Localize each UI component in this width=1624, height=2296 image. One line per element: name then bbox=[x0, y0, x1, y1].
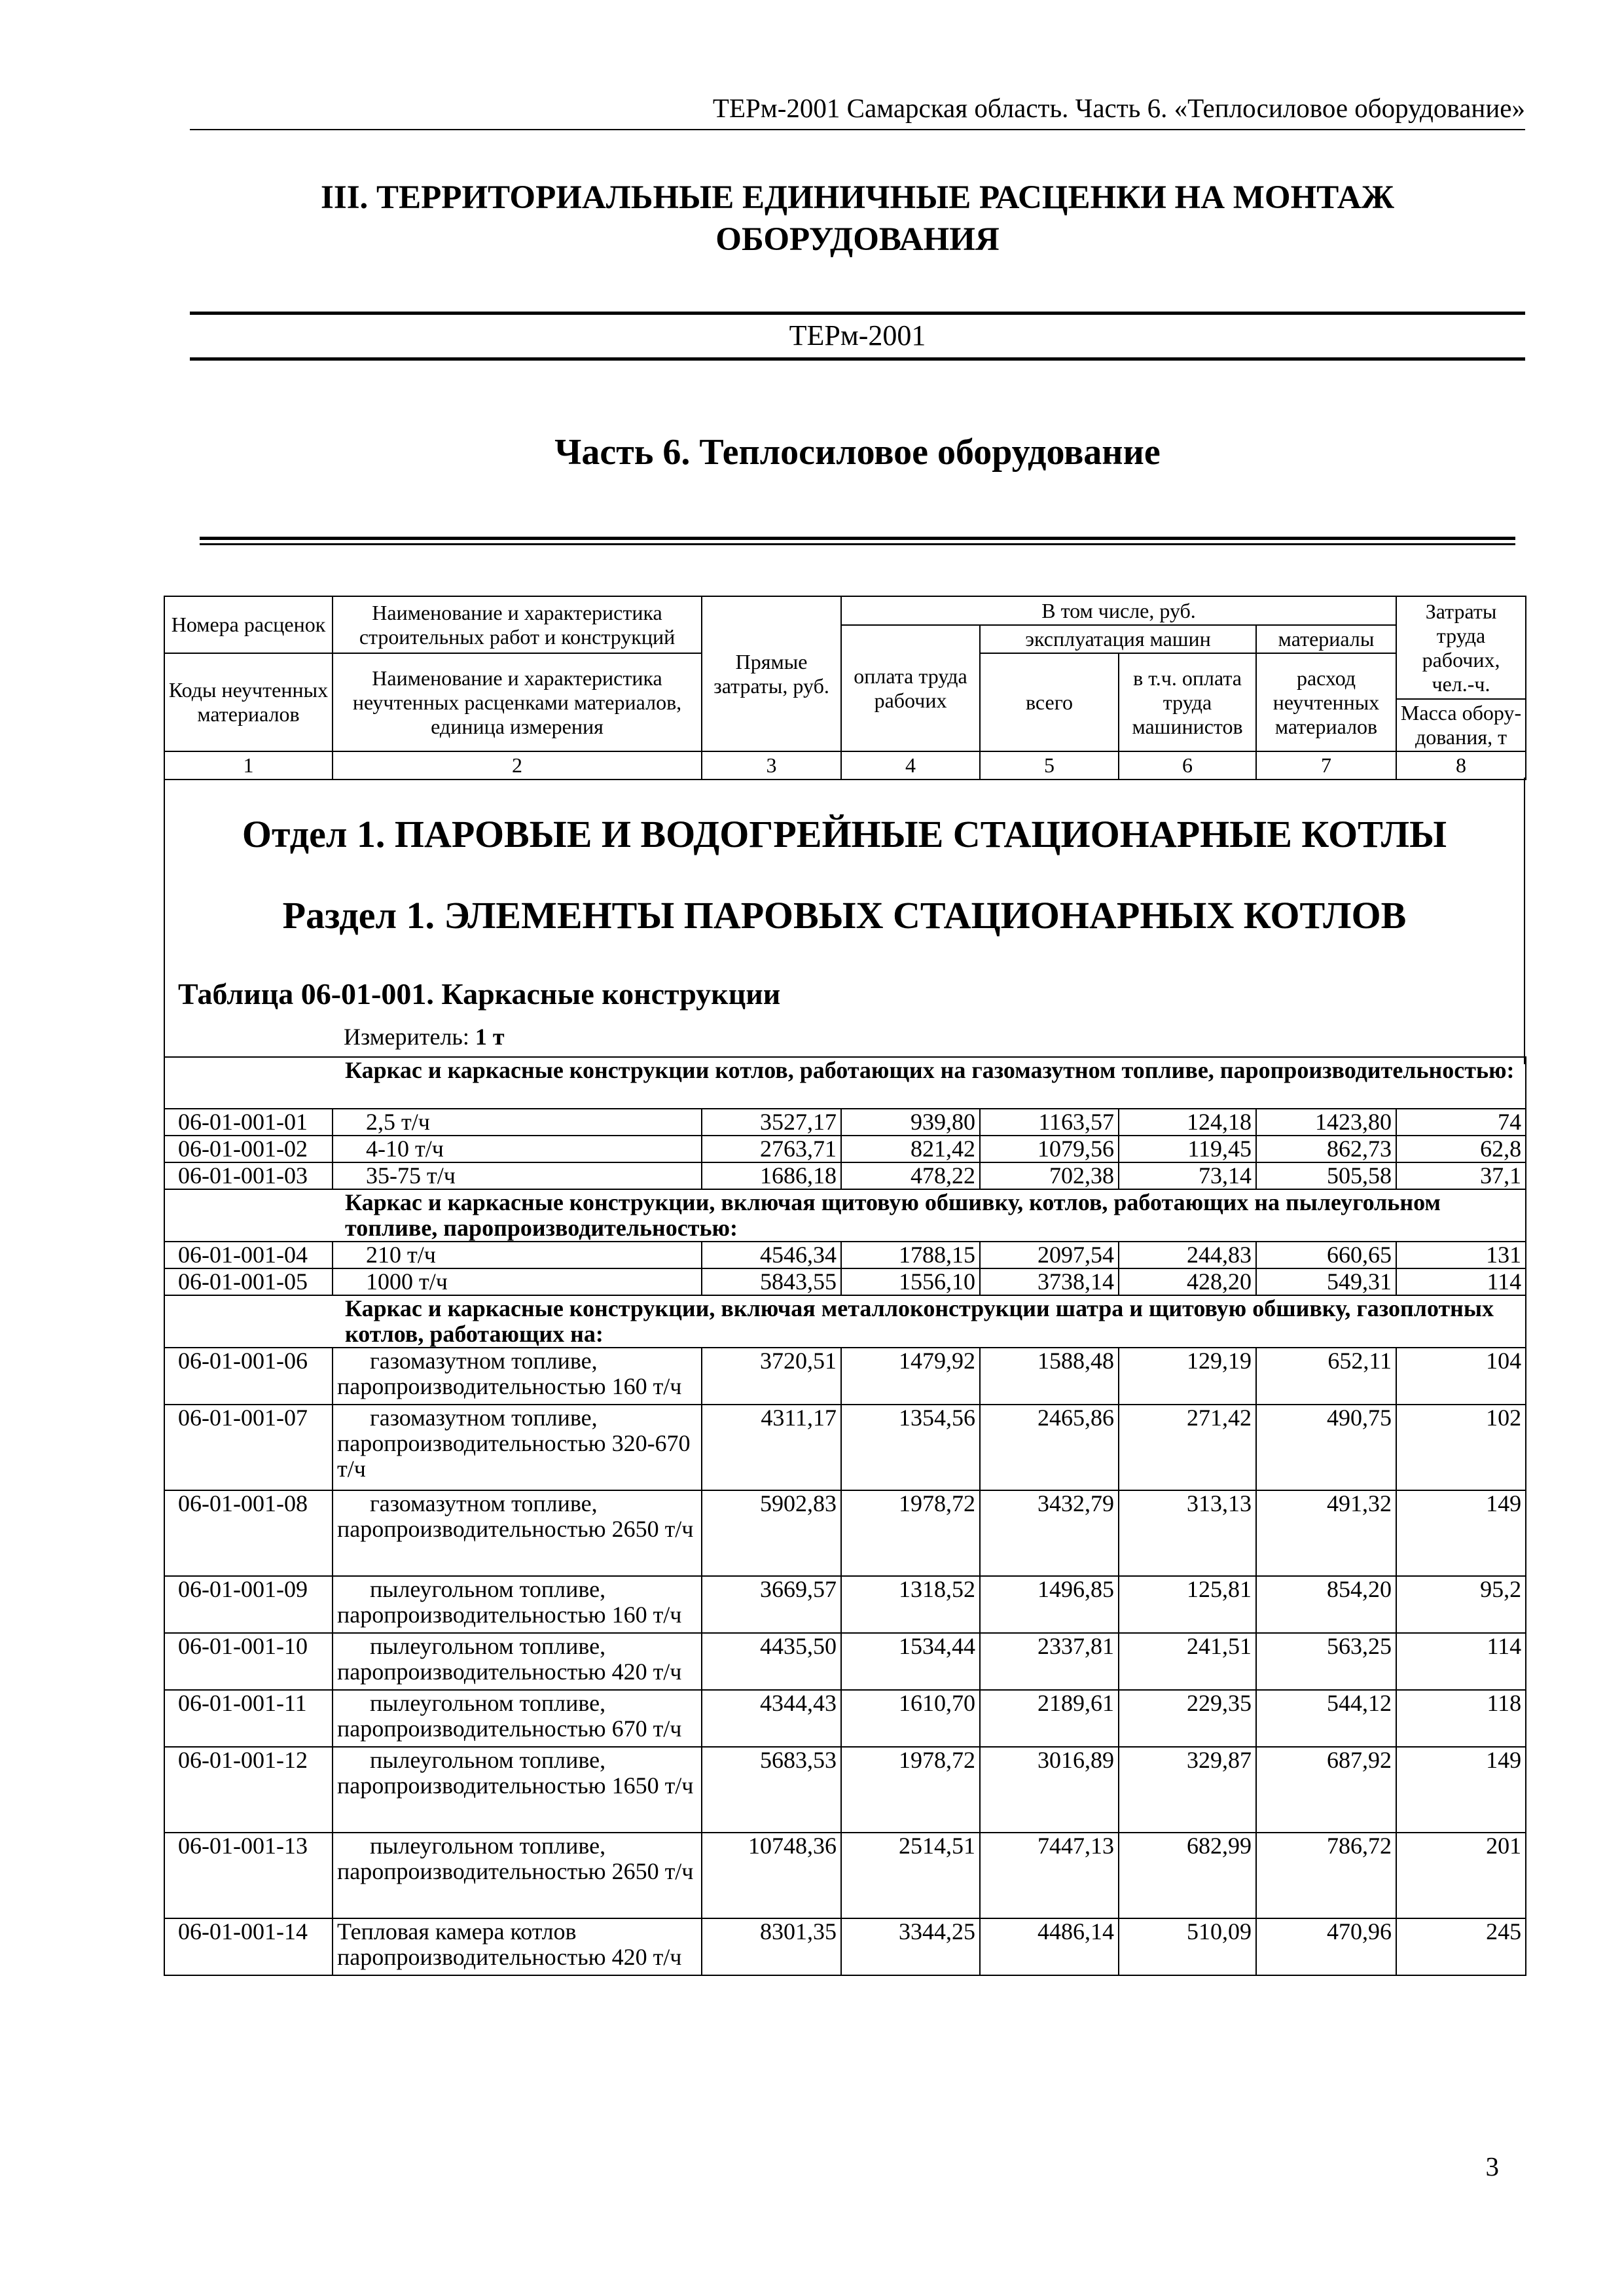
machinists-pay: 244,83 bbox=[1119, 1242, 1256, 1268]
rate-name: пылеугольном топливе, паропроизводительностью 2650 т/ч bbox=[333, 1833, 702, 1918]
main-title-line2: ОБОРУДОВАНИЯ bbox=[715, 221, 1000, 258]
header-table bbox=[164, 596, 1526, 780]
rate-name: 4-10 т/ч bbox=[333, 1136, 702, 1162]
group-title: Каркас и каркасные конструкции, включая щитовую обшивку, котлов, работающих на пылеугольном топливе, паропроизводительностью: bbox=[164, 1189, 1526, 1242]
hdr-materials-unaccounted: расход неучтенных материалов bbox=[1256, 653, 1396, 751]
rate-name: пылеугольном топливе, паропроизводительностью 420 т/ч bbox=[333, 1633, 702, 1690]
direct-cost: 1686,18 bbox=[702, 1162, 841, 1189]
materials-cost: 544,12 bbox=[1256, 1690, 1396, 1747]
labor-hours: 102 bbox=[1396, 1405, 1526, 1490]
table-row bbox=[164, 1690, 1526, 1747]
labor-pay: 1610,70 bbox=[841, 1690, 980, 1747]
direct-cost: 4546,34 bbox=[702, 1242, 841, 1268]
materials-cost: 491,32 bbox=[1256, 1490, 1396, 1576]
rate-name: 2,5 т/ч bbox=[333, 1109, 702, 1136]
labor-pay: 478,22 bbox=[841, 1162, 980, 1189]
rate-code: 06-01-001-08 bbox=[164, 1490, 333, 1576]
labor-hours: 62,8 bbox=[1396, 1136, 1526, 1162]
measure-label: Измеритель: bbox=[344, 1024, 469, 1050]
labor-pay: 1978,72 bbox=[841, 1747, 980, 1833]
materials-cost: 505,58 bbox=[1256, 1162, 1396, 1189]
hdr-col1-top: Номера расценок bbox=[164, 596, 333, 653]
department-title: Отдел 1. ПАРОВЫЕ И ВОДОГРЕЙНЫЕ СТАЦИОНАРНЫЕ КОТЛЫ bbox=[242, 813, 1447, 855]
machines-total: 1079,56 bbox=[980, 1136, 1119, 1162]
machines-total: 2189,61 bbox=[980, 1690, 1119, 1747]
machinists-pay: 119,45 bbox=[1119, 1136, 1256, 1162]
group-title: Каркас и каркасные конструкции котлов, работающих на газомазутном топливе, паропроизводительностью: bbox=[164, 1057, 1526, 1109]
rate-code: 06-01-001-10 bbox=[164, 1633, 333, 1690]
machinists-pay: 241,51 bbox=[1119, 1633, 1256, 1690]
machinists-pay: 510,09 bbox=[1119, 1918, 1256, 1975]
table-row bbox=[164, 1162, 1526, 1189]
hdr-col1-bottom: Коды неучтенных материалов bbox=[164, 653, 333, 751]
labor-hours: 131 bbox=[1396, 1242, 1526, 1268]
materials-cost: 786,72 bbox=[1256, 1833, 1396, 1918]
labor-hours: 149 bbox=[1396, 1490, 1526, 1576]
labor-pay: 1978,72 bbox=[841, 1490, 980, 1576]
table-row bbox=[164, 1242, 1526, 1268]
hdr-col3: Прямые затраты, руб. bbox=[702, 596, 841, 751]
direct-cost: 4311,17 bbox=[702, 1405, 841, 1490]
rate-code: 06-01-001-05 bbox=[164, 1268, 333, 1295]
group-row bbox=[164, 1295, 1526, 1348]
table-row bbox=[164, 1109, 1526, 1136]
main-title-line1: III. ТЕРРИТОРИАЛЬНЫЕ ЕДИНИЧНЫЕ РАСЦЕНКИ НА МОНТАЖ bbox=[321, 179, 1394, 216]
term-rule-top bbox=[190, 312, 1525, 315]
rate-name: 35-75 т/ч bbox=[333, 1162, 702, 1189]
direct-cost: 10748,36 bbox=[702, 1833, 841, 1918]
hdr-num-1: 1 bbox=[164, 751, 333, 780]
labor-hours: 37,1 bbox=[1396, 1162, 1526, 1189]
rate-name: газомазутном топливе, паропроизводительностью 320-670 т/ч bbox=[333, 1405, 702, 1490]
table-row bbox=[164, 1405, 1526, 1490]
machines-total: 3738,14 bbox=[980, 1268, 1119, 1295]
machines-total: 1163,57 bbox=[980, 1109, 1119, 1136]
table-row bbox=[164, 1918, 1526, 1975]
rate-code: 06-01-001-04 bbox=[164, 1242, 333, 1268]
labor-hours: 74 bbox=[1396, 1109, 1526, 1136]
machinists-pay: 73,14 bbox=[1119, 1162, 1256, 1189]
labor-hours: 245 bbox=[1396, 1918, 1526, 1975]
labor-hours: 118 bbox=[1396, 1690, 1526, 1747]
machines-total: 7447,13 bbox=[980, 1833, 1119, 1918]
machinists-pay: 682,99 bbox=[1119, 1833, 1256, 1918]
hdr-machines: эксплуатация машин bbox=[980, 625, 1256, 653]
rates-table bbox=[164, 1056, 1526, 1976]
labor-hours: 114 bbox=[1396, 1633, 1526, 1690]
machines-total: 2337,81 bbox=[980, 1633, 1119, 1690]
rate-code: 06-01-001-06 bbox=[164, 1348, 333, 1405]
machinists-pay: 428,20 bbox=[1119, 1268, 1256, 1295]
table-row bbox=[164, 1576, 1526, 1633]
page-number: 3 bbox=[1485, 2151, 1499, 2181]
table-row bbox=[164, 1633, 1526, 1690]
rate-name: пылеугольном топливе, паропроизводительностью 1650 т/ч bbox=[333, 1747, 702, 1833]
direct-cost: 3669,57 bbox=[702, 1576, 841, 1633]
materials-cost: 660,65 bbox=[1256, 1242, 1396, 1268]
group-row bbox=[164, 1057, 1526, 1109]
table-title: Таблица 06-01-001. Каркасные конструкции bbox=[178, 977, 781, 1011]
labor-hours: 149 bbox=[1396, 1747, 1526, 1833]
machines-total: 2097,54 bbox=[980, 1242, 1119, 1268]
hdr-num-3: 3 bbox=[702, 751, 841, 780]
table-row bbox=[164, 1268, 1526, 1295]
measure bbox=[344, 1022, 505, 1051]
labor-pay: 821,42 bbox=[841, 1136, 980, 1162]
labor-hours: 95,2 bbox=[1396, 1576, 1526, 1633]
rate-name: Тепловая камера котлов паропроизводительностью 420 т/ч bbox=[333, 1918, 702, 1975]
hdr-incl-machinists: в т.ч. оплата труда машинистов bbox=[1119, 653, 1256, 751]
rate-code: 06-01-001-14 bbox=[164, 1918, 333, 1975]
materials-cost: 1423,80 bbox=[1256, 1109, 1396, 1136]
labor-hours: 201 bbox=[1396, 1833, 1526, 1918]
labor-pay: 1534,44 bbox=[841, 1633, 980, 1690]
labor-pay: 1788,15 bbox=[841, 1242, 980, 1268]
materials-cost: 563,25 bbox=[1256, 1633, 1396, 1690]
hdr-total: всего bbox=[980, 653, 1119, 751]
machinists-pay: 125,81 bbox=[1119, 1576, 1256, 1633]
rate-code: 06-01-001-07 bbox=[164, 1405, 333, 1490]
materials-cost: 549,31 bbox=[1256, 1268, 1396, 1295]
rate-code: 06-01-001-01 bbox=[164, 1109, 333, 1136]
labor-pay: 3344,25 bbox=[841, 1918, 980, 1975]
hdr-labor-costs: Затраты труда рабочих, чел.-ч. bbox=[1396, 596, 1526, 699]
hdr-num-4: 4 bbox=[841, 751, 980, 780]
machinists-pay: 271,42 bbox=[1119, 1405, 1256, 1490]
materials-cost: 652,11 bbox=[1256, 1348, 1396, 1405]
direct-cost: 3720,51 bbox=[702, 1348, 841, 1405]
term-label: ТЕРм-2001 bbox=[789, 319, 926, 351]
hdr-num-7: 7 bbox=[1256, 751, 1396, 780]
machinists-pay: 329,87 bbox=[1119, 1747, 1256, 1833]
materials-cost: 854,20 bbox=[1256, 1576, 1396, 1633]
hdr-num-5: 5 bbox=[980, 751, 1119, 780]
rate-name: газомазутном топливе, паропроизводительностью 160 т/ч bbox=[333, 1348, 702, 1405]
rate-code: 06-01-001-09 bbox=[164, 1576, 333, 1633]
machinists-pay: 129,19 bbox=[1119, 1348, 1256, 1405]
labor-pay: 1318,52 bbox=[841, 1576, 980, 1633]
direct-cost: 5683,53 bbox=[702, 1747, 841, 1833]
hdr-col2-bottom: Наименование и характеристика неучтенных расценками материалов, единица измерения bbox=[333, 653, 702, 751]
direct-cost: 4344,43 bbox=[702, 1690, 841, 1747]
table-row bbox=[164, 1136, 1526, 1162]
header-rule bbox=[190, 129, 1525, 130]
machines-total: 4486,14 bbox=[980, 1918, 1119, 1975]
rate-name: пылеугольном топливе, паропроизводительностью 160 т/ч bbox=[333, 1576, 702, 1633]
hdr-materials: материалы bbox=[1256, 625, 1396, 653]
labor-pay: 939,80 bbox=[841, 1109, 980, 1136]
hdr-incl: В том числе, руб. bbox=[841, 596, 1396, 625]
machinists-pay: 124,18 bbox=[1119, 1109, 1256, 1136]
hdr-num-6: 6 bbox=[1119, 751, 1256, 780]
materials-cost: 687,92 bbox=[1256, 1747, 1396, 1833]
direct-cost: 5843,55 bbox=[702, 1268, 841, 1295]
labor-hours: 114 bbox=[1396, 1268, 1526, 1295]
materials-cost: 470,96 bbox=[1256, 1918, 1396, 1975]
rate-code: 06-01-001-13 bbox=[164, 1833, 333, 1918]
labor-pay: 1556,10 bbox=[841, 1268, 980, 1295]
direct-cost: 5902,83 bbox=[702, 1490, 841, 1576]
machines-total: 1496,85 bbox=[980, 1576, 1119, 1633]
measure-value: 1 т bbox=[475, 1024, 505, 1050]
running-header: ТЕРм-2001 Самарская область. Часть 6. «Теплосиловое оборудование» bbox=[712, 93, 1525, 123]
labor-pay: 1354,56 bbox=[841, 1405, 980, 1490]
term-rule-bottom bbox=[190, 357, 1525, 361]
materials-cost: 490,75 bbox=[1256, 1405, 1396, 1490]
machines-total: 3016,89 bbox=[980, 1747, 1119, 1833]
main-title bbox=[190, 177, 1525, 260]
rate-code: 06-01-001-03 bbox=[164, 1162, 333, 1189]
machinists-pay: 313,13 bbox=[1119, 1490, 1256, 1576]
machines-total: 3432,79 bbox=[980, 1490, 1119, 1576]
direct-cost: 8301,35 bbox=[702, 1918, 841, 1975]
rate-name: 210 т/ч bbox=[333, 1242, 702, 1268]
part-rule-1 bbox=[200, 537, 1515, 540]
machines-total: 702,38 bbox=[980, 1162, 1119, 1189]
labor-pay: 1479,92 bbox=[841, 1348, 980, 1405]
labor-pay: 2514,51 bbox=[841, 1833, 980, 1918]
hdr-equipment-mass: Масса обору-дования, т bbox=[1396, 699, 1526, 751]
table-row bbox=[164, 1747, 1526, 1833]
rate-code: 06-01-001-02 bbox=[164, 1136, 333, 1162]
section-title: Раздел 1. ЭЛЕМЕНТЫ ПАРОВЫХ СТАЦИОНАРНЫХ КОТЛОВ bbox=[282, 894, 1407, 937]
hdr-labor-pay: оплата труда рабочих bbox=[841, 625, 980, 751]
direct-cost: 2763,71 bbox=[702, 1136, 841, 1162]
table-row bbox=[164, 1490, 1526, 1576]
rate-name: пылеугольном топливе, паропроизводительностью 670 т/ч bbox=[333, 1690, 702, 1747]
machines-total: 1588,48 bbox=[980, 1348, 1119, 1405]
hdr-num-8: 8 bbox=[1396, 751, 1526, 780]
group-row bbox=[164, 1189, 1526, 1242]
rate-name: газомазутном топливе, паропроизводительностью 2650 т/ч bbox=[333, 1490, 702, 1576]
materials-cost: 862,73 bbox=[1256, 1136, 1396, 1162]
rate-name: 1000 т/ч bbox=[333, 1268, 702, 1295]
part-title: Часть 6. Теплосиловое оборудование bbox=[554, 432, 1161, 473]
part-rule-2 bbox=[200, 543, 1515, 545]
table-row bbox=[164, 1348, 1526, 1405]
hdr-col2-top: Наименование и характеристика строительных работ и конструкций bbox=[333, 596, 702, 653]
rate-code: 06-01-001-12 bbox=[164, 1747, 333, 1833]
group-title: Каркас и каркасные конструкции, включая металлоконструкции шатра и щитовую обшивку, газоплотных котлов, работающих на: bbox=[164, 1295, 1526, 1348]
hdr-num-2: 2 bbox=[333, 751, 702, 780]
direct-cost: 3527,17 bbox=[702, 1109, 841, 1136]
labor-hours: 104 bbox=[1396, 1348, 1526, 1405]
table-row bbox=[164, 1833, 1526, 1918]
direct-cost: 4435,50 bbox=[702, 1633, 841, 1690]
machines-total: 2465,86 bbox=[980, 1405, 1119, 1490]
machinists-pay: 229,35 bbox=[1119, 1690, 1256, 1747]
rate-code: 06-01-001-11 bbox=[164, 1690, 333, 1747]
